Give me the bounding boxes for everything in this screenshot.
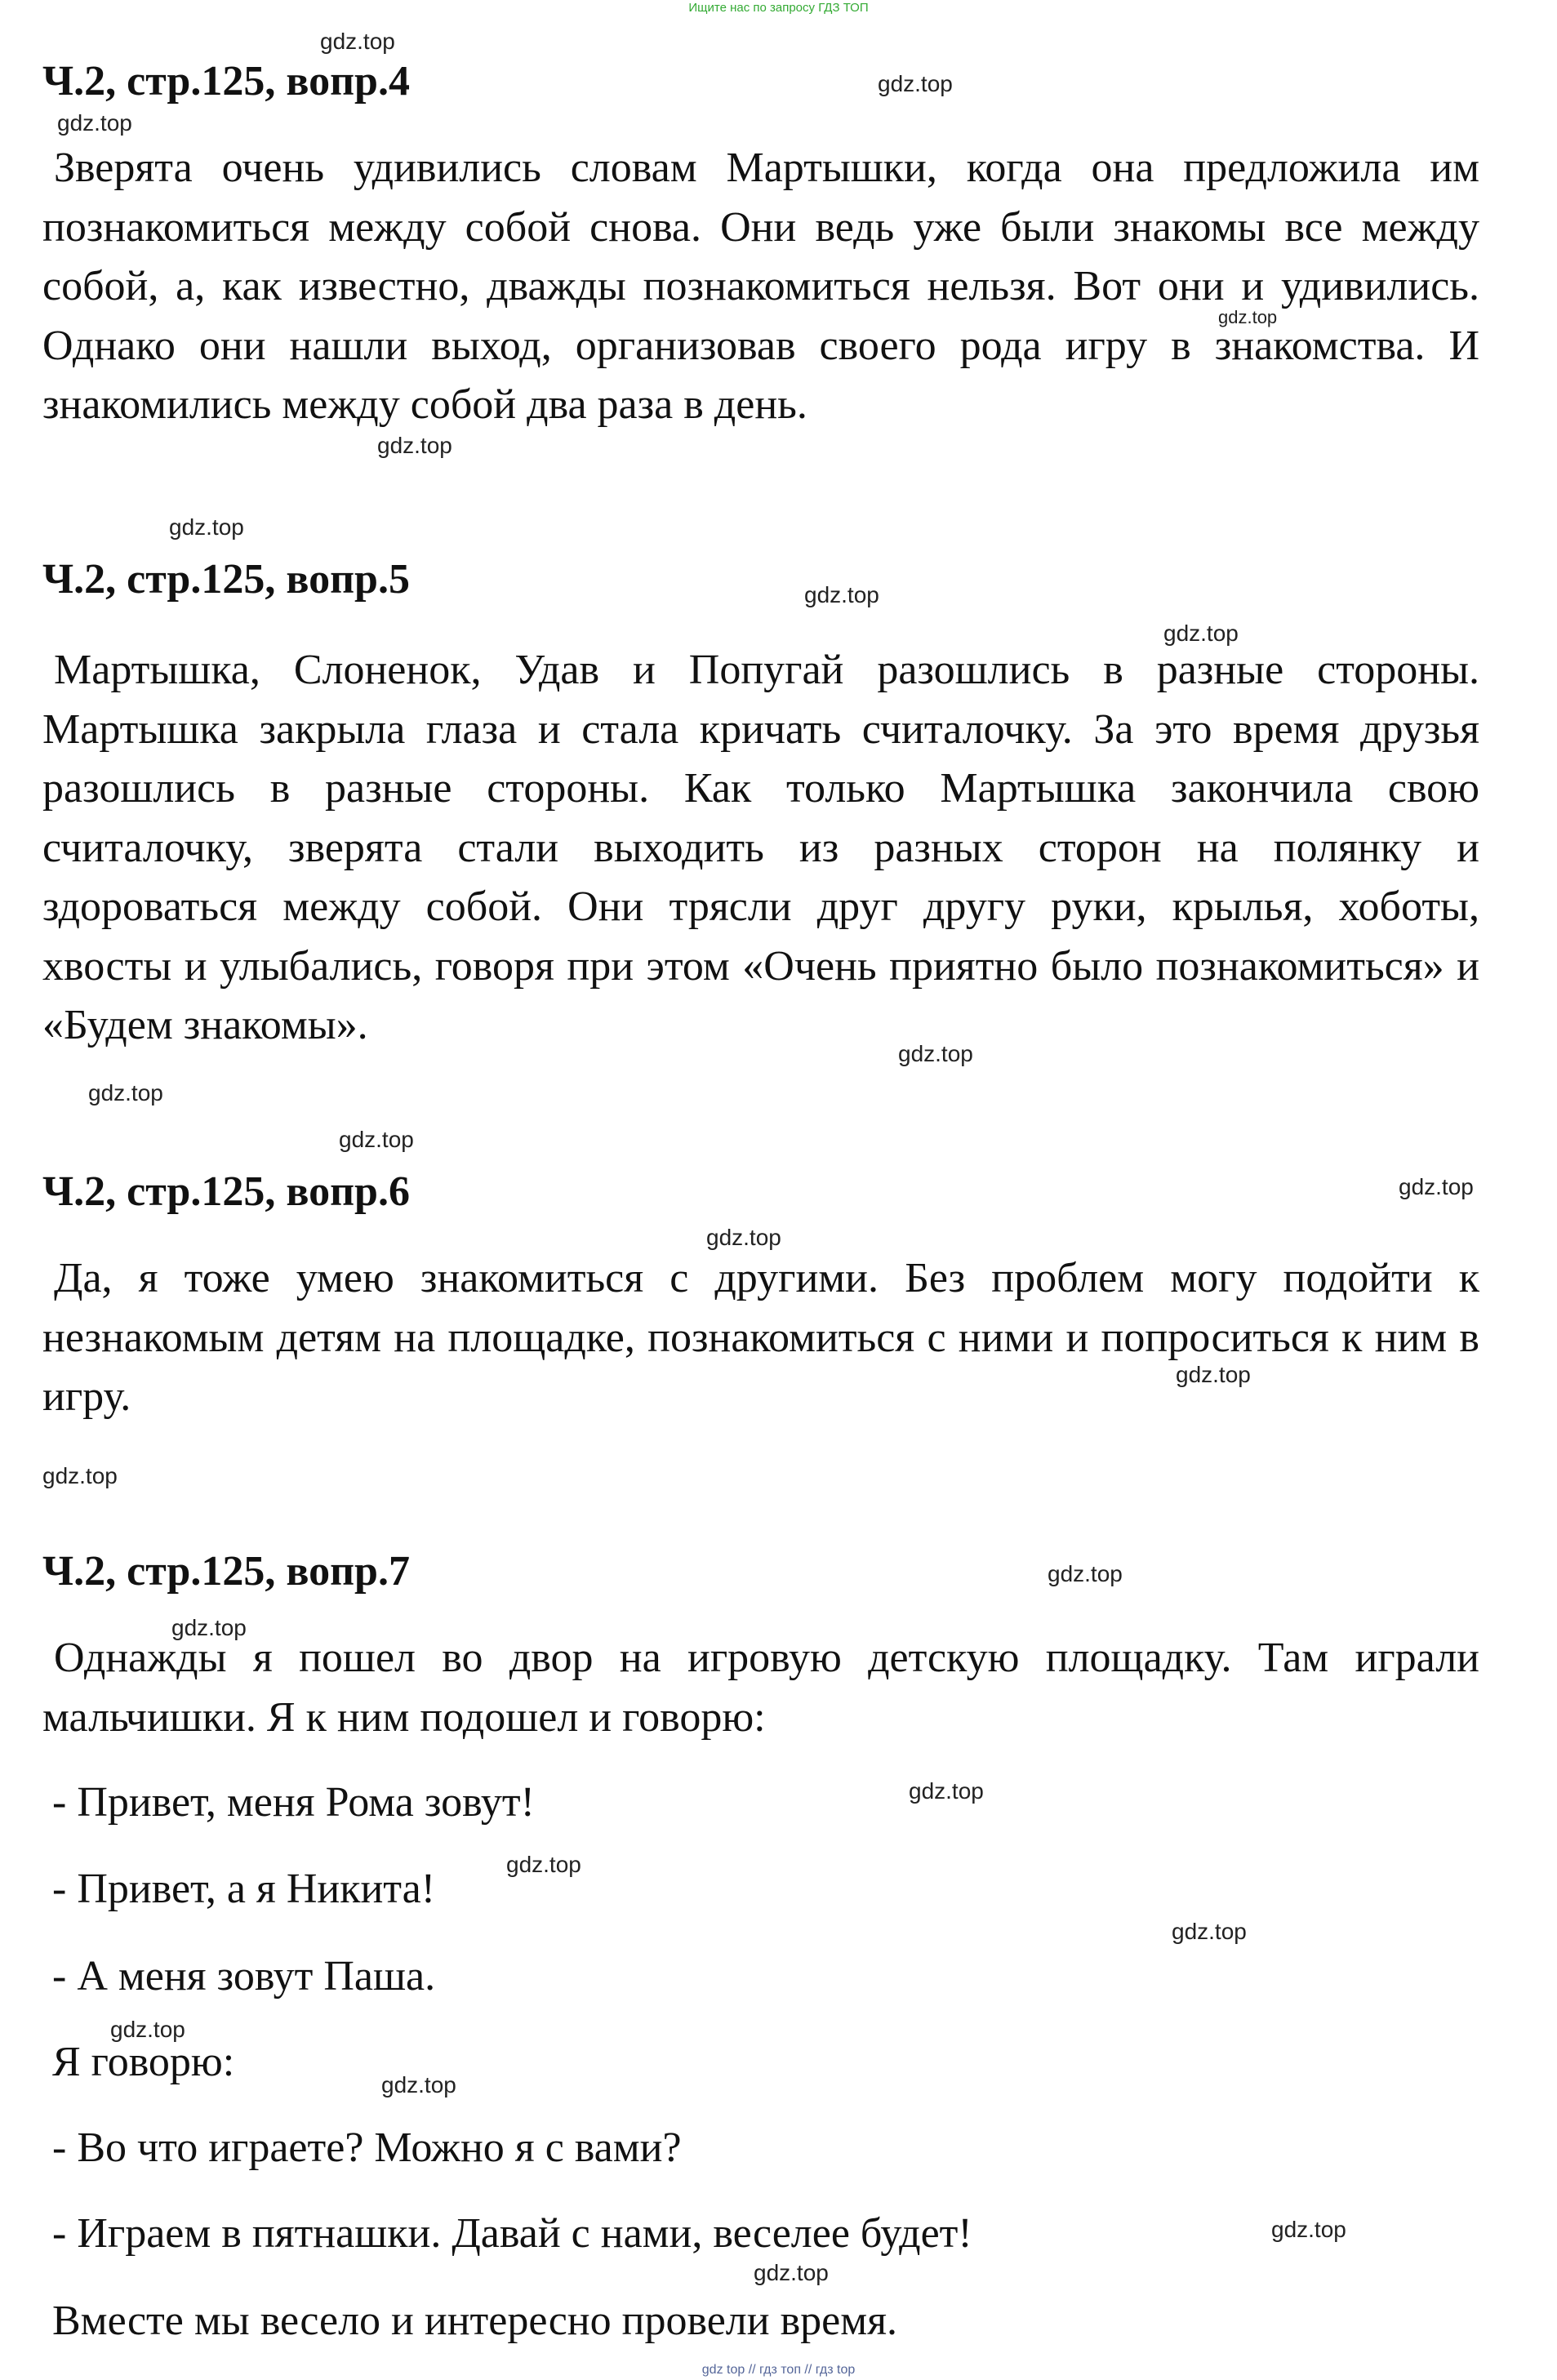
watermark: gdz.top — [909, 1778, 984, 1804]
watermark: gdz.top — [381, 2072, 456, 2098]
dialogue-line: - А меня зовут Паша. — [52, 1953, 436, 2000]
watermark: gdz.top — [1218, 307, 1278, 327]
section-paragraph-4: Зверята очень удивились словам Мартышки, когда она предложила им познакомиться между собой снова. Они ведь уже были знакомы все между собой, а, как известно, дважды познакомиться нельзя. Вот они и удивились. Однако они нашли выход, организовав своего рода игру в знакомства. И знакомились между собой два раза в день. — [42, 145, 1479, 428]
watermark: gdz.top — [804, 582, 879, 607]
watermark: gdz.top — [1271, 2217, 1346, 2242]
watermark: gdz.top — [1172, 1919, 1247, 1944]
section-heading-5: Ч.2, стр.125, вопр.5 — [42, 556, 410, 603]
dialogue-line: - Во что играете? Можно я с вами? — [52, 2124, 682, 2171]
dialogue-line: Я говорю: — [52, 2039, 235, 2085]
dialogue-line: - Играем в пятнашки. Давай с нами, веселее будет! — [52, 2210, 972, 2257]
section-heading-6: Ч.2, стр.125, вопр.6 — [42, 1168, 410, 1215]
watermark: gdz.top — [1176, 1362, 1251, 1387]
section-paragraph-6: Да, я тоже умею знакомиться с другими. Без проблем могу подойти к незнакомым детям на площадке, познакомиться с ними и попроситься к ним в игру. — [42, 1255, 1479, 1420]
watermark: gdz.top — [898, 1041, 973, 1066]
watermark: gdz.top — [878, 71, 953, 96]
watermark: gdz.top — [1399, 1174, 1474, 1199]
closing-line: Вместе мы весело и интересно провели время. — [52, 2298, 898, 2344]
watermark: gdz.top — [377, 433, 452, 458]
watermark: gdz.top — [1048, 1561, 1123, 1586]
dialogue-line: - Привет, а я Никита! — [52, 1866, 436, 1912]
footer-note: gdz top // гдз топ // гдз top — [701, 2363, 856, 2377]
watermark: gdz.top — [754, 2260, 829, 2285]
watermark: gdz.top — [57, 110, 132, 136]
section-heading-4: Ч.2, стр.125, вопр.4 — [42, 58, 410, 105]
watermark: gdz.top — [1163, 621, 1239, 646]
section-paragraph-5: Мартышка, Слоненок, Удав и Попугай разошлись в разные стороны. Мартышка закрыла глаза и стала кричать считалочку. За это время друзья разошлись в разные стороны. Как только Мартышка закончила свою считалочку, зверята стали выходить из разных сторон на полянку и здороваться между собой. Они трясли друг другу руки, крылья, хоботы, хвосты и улыбались, говоря при этом «Очень приятно было познакомиться» и «Будем знакомы». — [42, 647, 1479, 1048]
watermark: gdz.top — [706, 1225, 781, 1250]
watermark: gdz.top — [88, 1080, 163, 1105]
watermark: gdz.top — [320, 29, 395, 54]
watermark: gdz.top — [339, 1127, 414, 1152]
watermark: gdz.top — [42, 1463, 118, 1488]
watermark: gdz.top — [506, 1852, 581, 1877]
watermark: gdz.top — [169, 514, 244, 540]
watermark: gdz.top — [110, 2017, 185, 2042]
section-heading-7: Ч.2, стр.125, вопр.7 — [42, 1548, 410, 1595]
watermark: gdz.top — [171, 1615, 247, 1640]
section-paragraph-7: Однажды я пошел во двор на игровую детскую площадку. Там играли мальчишки. Я к ним подошел и говорю: — [42, 1635, 1479, 1741]
dialogue-line: - Привет, меня Рома зовут! — [52, 1779, 535, 1826]
header-note: Ищите нас по запросу ГДЗ ТОП — [688, 1, 869, 15]
